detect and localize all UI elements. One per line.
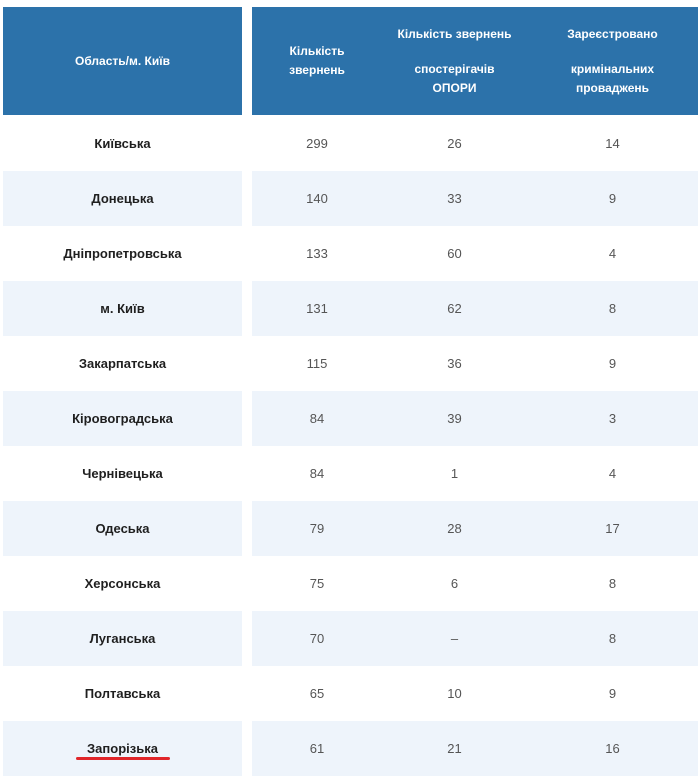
appeals-cell: 299 bbox=[306, 136, 328, 151]
table-row bbox=[3, 721, 698, 776]
header-observer-line-3: ОПОРИ bbox=[432, 80, 477, 95]
table-row bbox=[3, 556, 698, 611]
region-cell: Луганська bbox=[89, 631, 156, 646]
column-gap bbox=[242, 666, 252, 721]
observer-appeals-cell: 6 bbox=[450, 576, 459, 591]
observer-appeals-cell: 62 bbox=[447, 301, 462, 316]
criminal-cases-cell: 9 bbox=[608, 686, 617, 701]
header-observer-line-2: спостерігачів bbox=[414, 61, 495, 76]
table-row bbox=[3, 116, 698, 171]
criminal-cases-cell: 4 bbox=[608, 466, 617, 481]
criminal-cases-cell: 17 bbox=[605, 521, 620, 536]
header-appeals-line-1: Кількість bbox=[289, 44, 345, 58]
table-row bbox=[3, 501, 698, 556]
header-criminal-line-2: кримінальних bbox=[570, 61, 655, 76]
column-gap bbox=[242, 226, 252, 281]
appeals-cell: 115 bbox=[306, 356, 328, 371]
observer-appeals-cell: 39 bbox=[447, 411, 462, 426]
table-row bbox=[3, 171, 698, 226]
column-gap bbox=[242, 281, 252, 336]
observer-appeals-cell: 10 bbox=[447, 686, 462, 701]
criminal-cases-cell: 4 bbox=[608, 246, 617, 261]
criminal-cases-cell: 8 bbox=[608, 301, 617, 316]
observer-appeals-cell: 33 bbox=[447, 191, 462, 206]
table-row bbox=[3, 611, 698, 666]
region-cell: Київська bbox=[94, 136, 151, 151]
criminal-cases-cell: 14 bbox=[605, 136, 620, 151]
region-cell: Полтавська bbox=[84, 686, 161, 701]
appeals-cell: 65 bbox=[309, 686, 325, 701]
region-cell: Дніпропетровська bbox=[63, 246, 182, 261]
region-cell: Закарпатська bbox=[78, 356, 167, 371]
highlight-underline bbox=[76, 757, 170, 760]
observer-appeals-cell: 28 bbox=[447, 521, 462, 536]
region-cell: Чернівецька bbox=[82, 466, 163, 481]
criminal-cases-cell: 8 bbox=[608, 631, 617, 646]
header-region bbox=[3, 7, 242, 115]
header-appeals-line-2: звернень bbox=[289, 63, 345, 77]
table-row bbox=[3, 446, 698, 501]
observer-appeals-cell: – bbox=[450, 631, 459, 646]
header-criminal-line-3: проваджень bbox=[575, 80, 650, 95]
table-row bbox=[3, 226, 698, 281]
appeals-cell: 61 bbox=[309, 741, 325, 756]
column-gap bbox=[242, 391, 252, 446]
header-observer-line-1: Кількість звернень bbox=[397, 26, 512, 41]
table-row bbox=[3, 391, 698, 446]
observer-appeals-cell: 60 bbox=[447, 246, 462, 261]
header-region-label: Область/м. Київ bbox=[74, 53, 170, 68]
criminal-cases-cell: 16 bbox=[605, 741, 620, 756]
table-row bbox=[3, 281, 698, 336]
region-cell: Донецька bbox=[91, 191, 154, 206]
appeals-cell: 84 bbox=[309, 466, 325, 481]
column-gap bbox=[242, 611, 252, 666]
header-observer-appeals bbox=[382, 7, 527, 115]
appeals-cell: 131 bbox=[306, 301, 328, 316]
criminal-cases-cell: 3 bbox=[608, 411, 617, 426]
table-row bbox=[3, 336, 698, 391]
observer-appeals-cell: 36 bbox=[447, 356, 462, 371]
appeals-cell: 140 bbox=[306, 191, 328, 206]
column-gap bbox=[242, 501, 252, 556]
header-criminal-line-1: Зареєстровано bbox=[567, 26, 658, 41]
observer-appeals-cell: 1 bbox=[450, 466, 459, 481]
appeals-cell: 70 bbox=[309, 631, 325, 646]
column-gap bbox=[242, 446, 252, 501]
column-gap bbox=[242, 171, 252, 226]
region-cell: Херсонська bbox=[84, 576, 161, 591]
region-cell: м. Київ bbox=[100, 301, 145, 316]
appeals-cell: 79 bbox=[309, 521, 325, 536]
header-appeals bbox=[252, 7, 382, 115]
region-cell: Одеська bbox=[95, 521, 150, 536]
table-row bbox=[3, 666, 698, 721]
column-gap bbox=[242, 336, 252, 391]
criminal-cases-cell: 9 bbox=[608, 356, 617, 371]
appeals-cell: 75 bbox=[309, 576, 325, 591]
column-gap bbox=[242, 721, 252, 776]
column-gap bbox=[242, 116, 252, 171]
observer-appeals-cell: 21 bbox=[447, 741, 462, 756]
criminal-cases-cell: 9 bbox=[608, 191, 617, 206]
header-criminal-cases bbox=[527, 7, 698, 115]
observer-appeals-cell: 26 bbox=[447, 136, 462, 151]
appeals-cell: 84 bbox=[309, 411, 325, 426]
region-cell: Кіровоградська bbox=[72, 411, 173, 426]
appeals-cell: 133 bbox=[306, 246, 328, 261]
region-cell: Запорізька bbox=[87, 741, 158, 756]
criminal-cases-cell: 8 bbox=[608, 576, 617, 591]
column-gap bbox=[242, 556, 252, 611]
